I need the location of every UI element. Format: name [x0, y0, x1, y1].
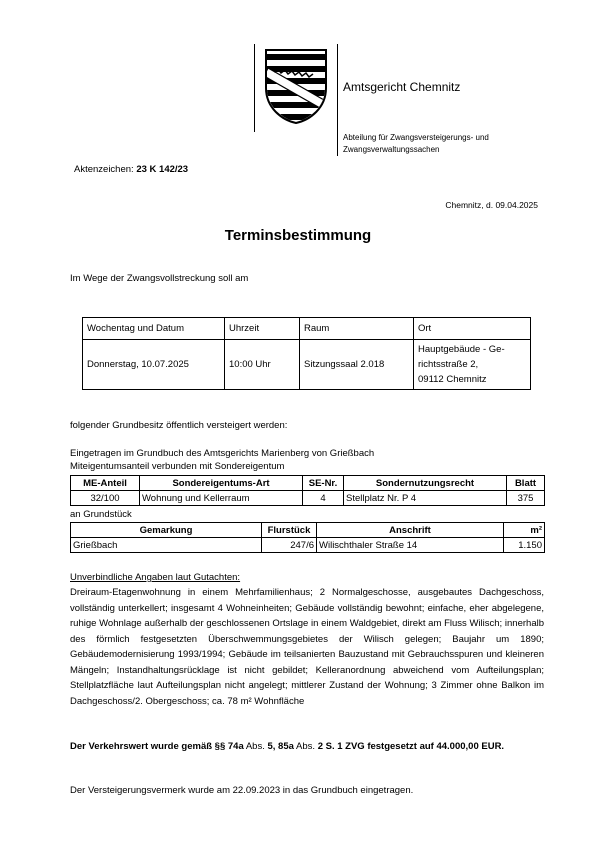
- usage-right-value: Stellplatz Nr. P 4: [344, 491, 507, 506]
- unit-no-value: 4: [303, 491, 344, 506]
- share-value: 32/100: [71, 491, 140, 506]
- valuation-normal-2: Abs.: [293, 741, 318, 752]
- header-unit-type: Sondereigentums-Art: [140, 476, 303, 491]
- department: [343, 132, 543, 156]
- land-label: an Grundstück: [70, 509, 132, 520]
- market-value-statement: [70, 739, 544, 755]
- court-name: Amtsgericht Chemnitz: [343, 80, 461, 94]
- sheet-value: 375: [507, 491, 545, 506]
- header-unit-no: SE-Nr.: [303, 476, 344, 491]
- intro-text: Im Wege der Zwangsvollstreckung soll am: [70, 273, 249, 284]
- appraisal-text: Dreiraum-Etagenwohnung in einem Mehrfamilienhaus; 2 Normalgeschosse, ausgebautes Dachgeschoss, vollständig unterkellert; insgesamt 4 Wohneinheiten; Gebäude vollständig bewohnt; einfache, eher abgelegene, ruhige Wohnlage außerhalb der geschlossenen Ortslage in einem Waldgebiet, direkt am Fluss Wilisch; innerhalb des förmlich festgesetzten Überschwemmungsgebietes der Wilisch gelegen; Baujahr um 1890; Gebäudemodernisierung 1993/1994; Gebäude im teilsanierten Bauzustand mit Gebrauchsspuren und kleineren Mängeln; Instandhaltungsrücklage ist nicht gebildet; Kelleranordnung abweichend vom Aufteilungsplan; Stellplatzfläche laut Aufteilungsplan nicht angelegt; mittlerer Zustand der Wohnung; 3 Zimmer ohne Balkon im Dachgeschoss/2. Obergeschoss; ca. 78 m² Wohnfläche: [70, 587, 544, 707]
- area-value: 1.150: [504, 538, 545, 553]
- auction-text: folgender Grundbesitz öffentlich versteigert werden:: [70, 420, 288, 431]
- document-title: Terminsbestimmung: [224, 227, 372, 244]
- place-line-2: richtsstraße 2,: [418, 359, 479, 370]
- header-room: Raum: [300, 318, 414, 340]
- registration-note: Der Versteigerungsvermerk wurde am 22.09.2023 in das Grundbuch eingetragen.: [70, 785, 414, 796]
- file-number: [74, 164, 188, 175]
- header-place: Ort: [414, 318, 531, 340]
- valuation-bold-1: 5, 85a: [267, 741, 294, 752]
- appraisal-heading: Unverbindliche Angaben laut Gutachten:: [70, 572, 241, 583]
- appointment-place: [414, 340, 531, 390]
- file-number-label: Aktenzeichen:: [74, 164, 134, 175]
- register-line-1: Eingetragen im Grundbuch des Amtsgerichts Marienberg von Grießbach: [70, 448, 375, 459]
- header-sheet: Blatt: [507, 476, 545, 491]
- department-line-1: Abteilung für Zwangsversteigerungs- und: [343, 133, 489, 142]
- header-district: Gemarkung: [71, 523, 262, 538]
- table-row: [71, 538, 545, 553]
- appointment-room: Sitzungssaal 2.018: [300, 340, 414, 390]
- header-area: m²: [504, 523, 545, 538]
- table-header-row: [71, 523, 545, 538]
- register-line-2: Miteigentumsanteil verbunden mit Sondereigentum: [70, 461, 285, 472]
- ownership-table: [70, 475, 545, 506]
- table-row: [83, 340, 531, 390]
- table-row: [71, 491, 545, 506]
- land-table: [70, 522, 545, 553]
- header-date: Wochentag und Datum: [83, 318, 225, 340]
- appointment-table: [82, 317, 531, 390]
- table-header-row: [71, 476, 545, 491]
- department-line-2: Zwangsverwaltungssachen: [343, 145, 440, 154]
- district-value: Grießbach: [71, 538, 262, 553]
- table-header-row: [83, 318, 531, 340]
- appointment-date: Donnerstag, 10.07.2025: [83, 340, 225, 390]
- appointment-time: 10:00 Uhr: [225, 340, 300, 390]
- header-address: Anschrift: [317, 523, 504, 538]
- place-line-3: 09112 Chemnitz: [418, 374, 487, 385]
- valuation-normal-1: Abs.: [243, 741, 268, 752]
- place-line-1: Hauptgebäude - Ge-: [418, 344, 505, 355]
- valuation-bold-start: Der Verkehrswert wurde gemäß §§ 74a: [70, 741, 244, 752]
- header-usage-right: Sondernutzungsrecht: [344, 476, 507, 491]
- header-time: Uhrzeit: [225, 318, 300, 340]
- parcel-value: 247/6: [262, 538, 317, 553]
- unit-type-value: Wohnung und Kellerraum: [140, 491, 303, 506]
- place-date: Chemnitz, d. 09.04.2025: [445, 200, 538, 210]
- header-parcel: Flurstück: [262, 523, 317, 538]
- address-value: Wilischthaler Straße 14: [317, 538, 504, 553]
- header-share: ME-Anteil: [71, 476, 140, 491]
- valuation-bold-2: 2 S. 1 ZVG festgesetzt auf 44.000,00 EUR.: [317, 741, 505, 752]
- header-rule-right: [337, 44, 338, 156]
- saxony-coat-of-arms-icon: [262, 48, 330, 124]
- file-number-value: 23 K 142/23: [136, 164, 189, 175]
- header-rule-left: [254, 44, 255, 132]
